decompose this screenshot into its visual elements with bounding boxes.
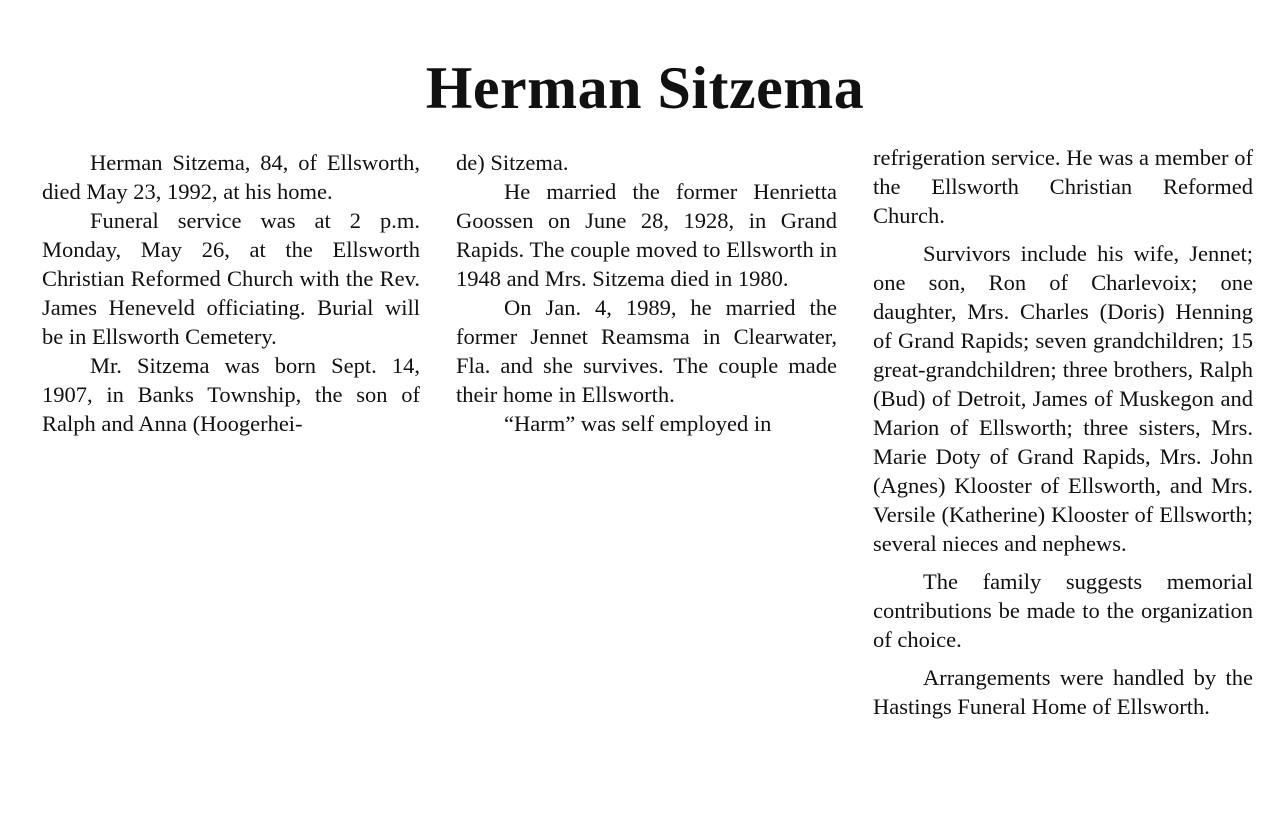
paragraph: On Jan. 4, 1989, he married the former Jennet Reamsma in Clearwater, Fla. and she survives. The couple made their home in Ellsworth. [456, 295, 837, 407]
paragraph: Herman Sitzema, 84, of Ellsworth, died May 23, 1992, at his home. [42, 150, 420, 204]
paragraph: He married the former Henrietta Goossen on June 28, 1928, in Grand Rapids. The couple moved to Ellsworth in 1948 and Mrs. Sitzema died in 1980. [456, 179, 837, 291]
article-column-3 [873, 143, 1253, 721]
paragraph: refrigeration service. He was a member of the Ellsworth Christian Reformed Church. [873, 145, 1253, 228]
paragraph: The family suggests memorial contributions be made to the organization of choice. [873, 569, 1253, 652]
paragraph: Survivors include his wife, Jennet; one son, Ron of Charlevoix; one daughter, Mrs. Charles (Doris) Henning of Grand Rapids; seven grandchildren; 15 great-grandchildren; three brothers, Ralph (Bud) of Detroit, James of Muskegon and Marion of Ellsworth; three sisters, Mrs. Marie Doty of Grand Rapids, Mrs. John (Agnes) Klooster of Ellsworth, and Mrs. Versile (Katherine) Klooster of Ellsworth; several nieces and nephews. [873, 241, 1253, 556]
paragraph: Funeral service was at 2 p.m. Monday, May 26, at the Ellsworth Christian Reformed Church with the Rev. James Heneveld officiating. Burial will be in Ellsworth Cemetery. [42, 208, 420, 349]
article-column-2 [456, 148, 837, 438]
article-column-1 [42, 148, 420, 438]
paragraph: Arrangements were handled by the Hastings Funeral Home of Ellsworth. [873, 665, 1253, 719]
paragraph: “Harm” was self employed in [504, 411, 772, 436]
paragraph: Mr. Sitzema was born Sept. 14, 1907, in Banks Township, the son of Ralph and Anna (Hoogerhei- [42, 353, 420, 436]
paragraph: de) Sitzema. [456, 150, 569, 175]
headline: Herman Sitzema [425, 55, 865, 121]
